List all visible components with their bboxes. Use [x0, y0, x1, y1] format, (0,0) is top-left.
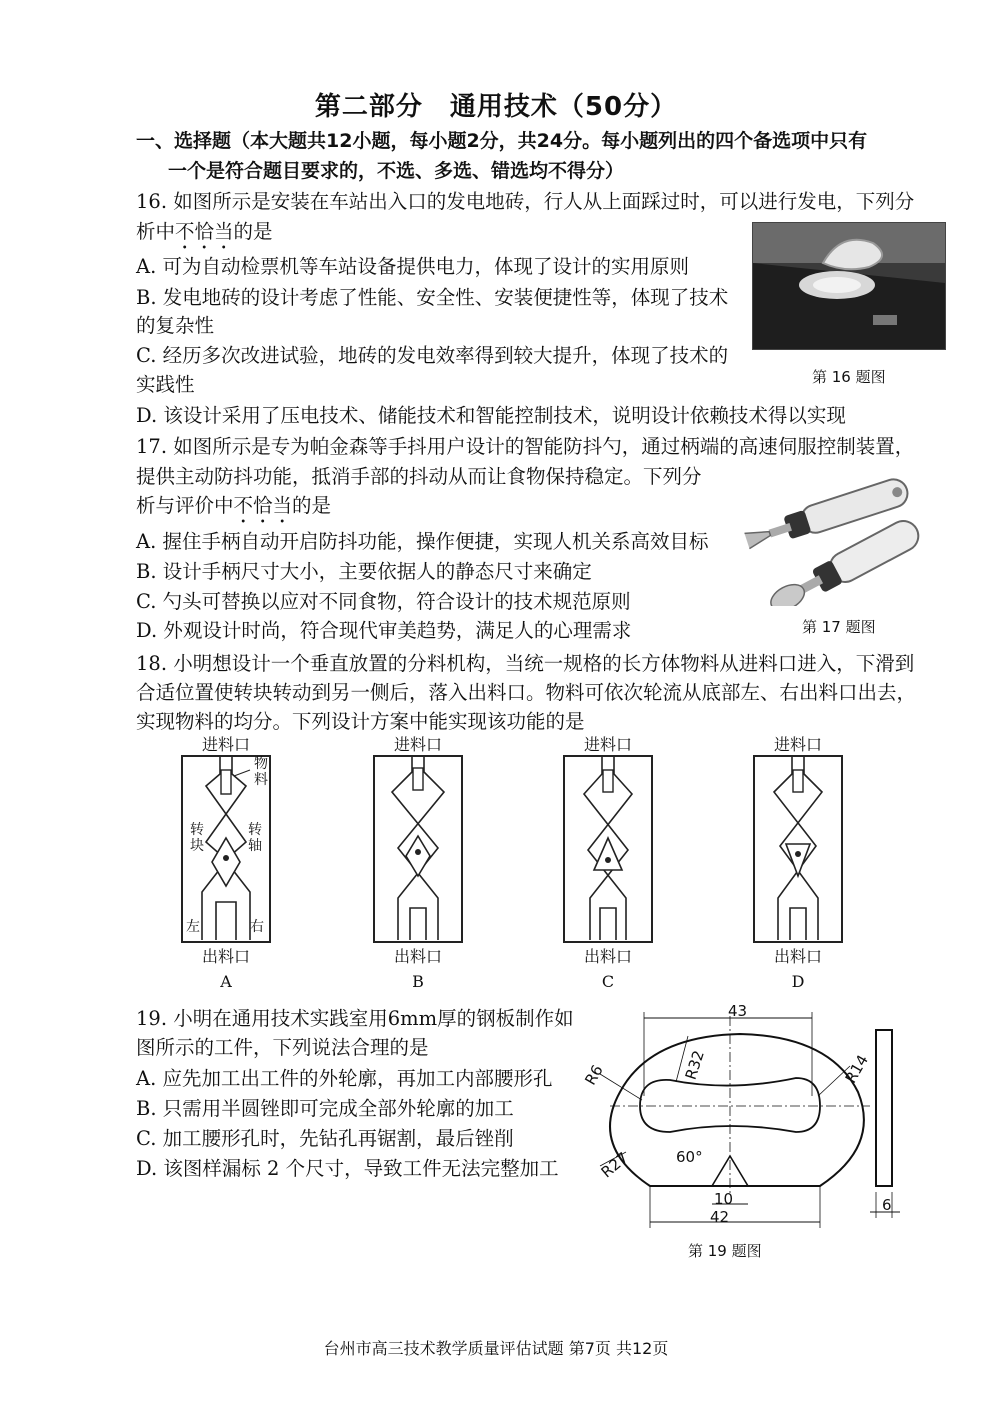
section-header-line1: 一、选择题（本大题共12小题，每小题2分，共24分。每小题列出的四个备选项中只有	[136, 130, 868, 152]
floor-tile-illustration	[753, 223, 945, 349]
q18-design-a	[176, 730, 276, 1000]
dim-top-43: 43	[728, 1002, 748, 1020]
page-footer: 台州市高三技术教学质量评估试题 第7页 共12页	[323, 1339, 669, 1358]
dim-r14: R14	[841, 1051, 872, 1087]
q17-emphasis: 不恰当	[233, 494, 293, 517]
q18-design-c	[558, 730, 658, 1000]
q16-stem-text: 析中	[136, 220, 176, 243]
q16-stem-text-end: 的是	[233, 220, 273, 243]
q17-option-a: A. 握住手柄自动开启防抖功能，操作便捷，实现人机关系高效目标	[136, 530, 709, 553]
q19-stem-line1: 19. 小明在通用技术实践室用6mm厚的钢板制作如	[136, 1007, 574, 1030]
section-header-line2: 一个是符合题目要求的，不选、多选、错选均不得分）	[168, 160, 625, 182]
option-a-label: A	[220, 972, 232, 991]
outlet-label: 出料口	[583, 947, 632, 966]
q19-caption: 第 19 题图	[688, 1242, 762, 1260]
inlet-label: 进料口	[773, 735, 822, 754]
inlet-label: 进料口	[583, 735, 632, 754]
q16-stem-line1: 16. 如图所示是安装在车站出入口的发电地砖，行人从上面踩过时，可以进行发电，下列分	[136, 190, 915, 213]
stabilizing-spoon-illustration	[740, 476, 940, 606]
q19-option-d: D. 该图样漏标 2 个尺寸，导致工件无法完整加工	[136, 1157, 559, 1180]
q17-stem-text: 析与评价中	[136, 494, 234, 517]
dim-r27: R27	[597, 1148, 632, 1182]
dim-angle-60: 60°	[676, 1148, 703, 1166]
q17-stem-line3	[136, 490, 331, 528]
q17-option-b: B. 设计手柄尺寸大小，主要依据人的静态尺寸来确定	[136, 560, 592, 583]
block-label: 转块	[190, 822, 204, 854]
design-c-drawing	[558, 752, 658, 952]
q19-option-b: B. 只需用半圆锉即可完成全部外轮廓的加工	[136, 1097, 514, 1120]
inlet-label: 进料口	[393, 735, 442, 754]
q16-caption: 第 16 题图	[812, 368, 886, 386]
q18-stem-line2: 合适位置使转块转动到另一侧后，落入出料口。物料可依次轮流从底部左、右出料口出去，	[136, 681, 917, 704]
outlet-label: 出料口	[393, 947, 442, 966]
right-outlet-label: 右	[250, 919, 264, 935]
q16-option-b-line2: 的复杂性	[136, 314, 215, 337]
design-b-drawing	[368, 752, 468, 952]
design-d-drawing	[748, 752, 848, 952]
dim-r32: R32	[681, 1048, 708, 1082]
outlet-label: 出料口	[773, 947, 822, 966]
q17-stem-line1: 17. 如图所示是专为帕金森等手抖用户设计的智能防抖勺，通过柄端的高速伺服控制装置，	[136, 435, 915, 458]
q17-spoon-image	[740, 476, 940, 606]
option-c-label: C	[601, 972, 615, 991]
q17-stem-text-end: 的是	[292, 494, 332, 517]
q19-option-a: A. 应先加工出工件的外轮廓，再加工内部腰形孔	[136, 1067, 553, 1090]
q17-option-d: D. 外观设计时尚，符合现代审美趋势，满足人的心理需求	[136, 619, 632, 642]
q19-option-c: C. 加工腰形孔时，先钻孔再锯割，最后锉削	[136, 1127, 514, 1150]
q17-option-c: C. 勺头可替换以应对不同食物，符合设计的技术规范原则	[136, 590, 631, 613]
outlet-label: 出料口	[201, 947, 250, 966]
inlet-label: 进料口	[201, 735, 250, 754]
q18-design-b	[368, 730, 468, 1000]
dim-slot-10: 10	[714, 1190, 734, 1208]
q16-option-d: D. 该设计采用了压电技术、储能技术和智能控制技术，说明设计依赖技术得以实现	[136, 404, 846, 427]
q16-stem-line2	[136, 216, 273, 254]
dim-thickness-6: 6	[882, 1196, 892, 1214]
q16-option-b-line1: B. 发电地砖的设计考虑了性能、安全性、安装便捷性等，体现了技术	[136, 286, 729, 309]
option-d-label: D	[791, 972, 805, 991]
q18-stem-line3: 实现物料的均分。下列设计方案中能实现该功能的是	[136, 710, 585, 733]
q16-option-a: A. 可为自动检票机等车站设备提供电力，体现了设计的实用原则	[136, 255, 689, 278]
left-outlet-label: 左	[186, 919, 200, 935]
option-b-label: B	[412, 972, 424, 991]
q16-option-c-line1: C. 经历多次改进试验，地砖的发电效率得到较大提升，体现了技术的	[136, 344, 729, 367]
q16-emphasis: 不恰当	[175, 220, 234, 243]
q18-design-d	[748, 730, 848, 1000]
shaft-label: 转轴	[248, 822, 262, 854]
material-label: 物料	[254, 756, 268, 788]
q17-stem-line2: 提供主动防抖功能，抵消手部的抖动从而让食物保持稳定。下列分	[136, 465, 702, 488]
q19-stem-line2: 图所示的工件，下列说法合理的是	[136, 1036, 429, 1059]
dim-r6: R6	[581, 1061, 607, 1089]
page-title: 第二部分 通用技术（50分）	[314, 92, 678, 122]
q18-stem-line1: 18. 小明想设计一个垂直放置的分料机构，当统一规格的长方体物料从进料口进入，下滑到	[136, 652, 915, 675]
q16-option-c-line2: 实践性	[136, 373, 195, 396]
q17-caption: 第 17 题图	[802, 618, 876, 636]
q16-floor-tile-photo	[752, 222, 946, 350]
dim-bottom-42: 42	[710, 1208, 730, 1226]
